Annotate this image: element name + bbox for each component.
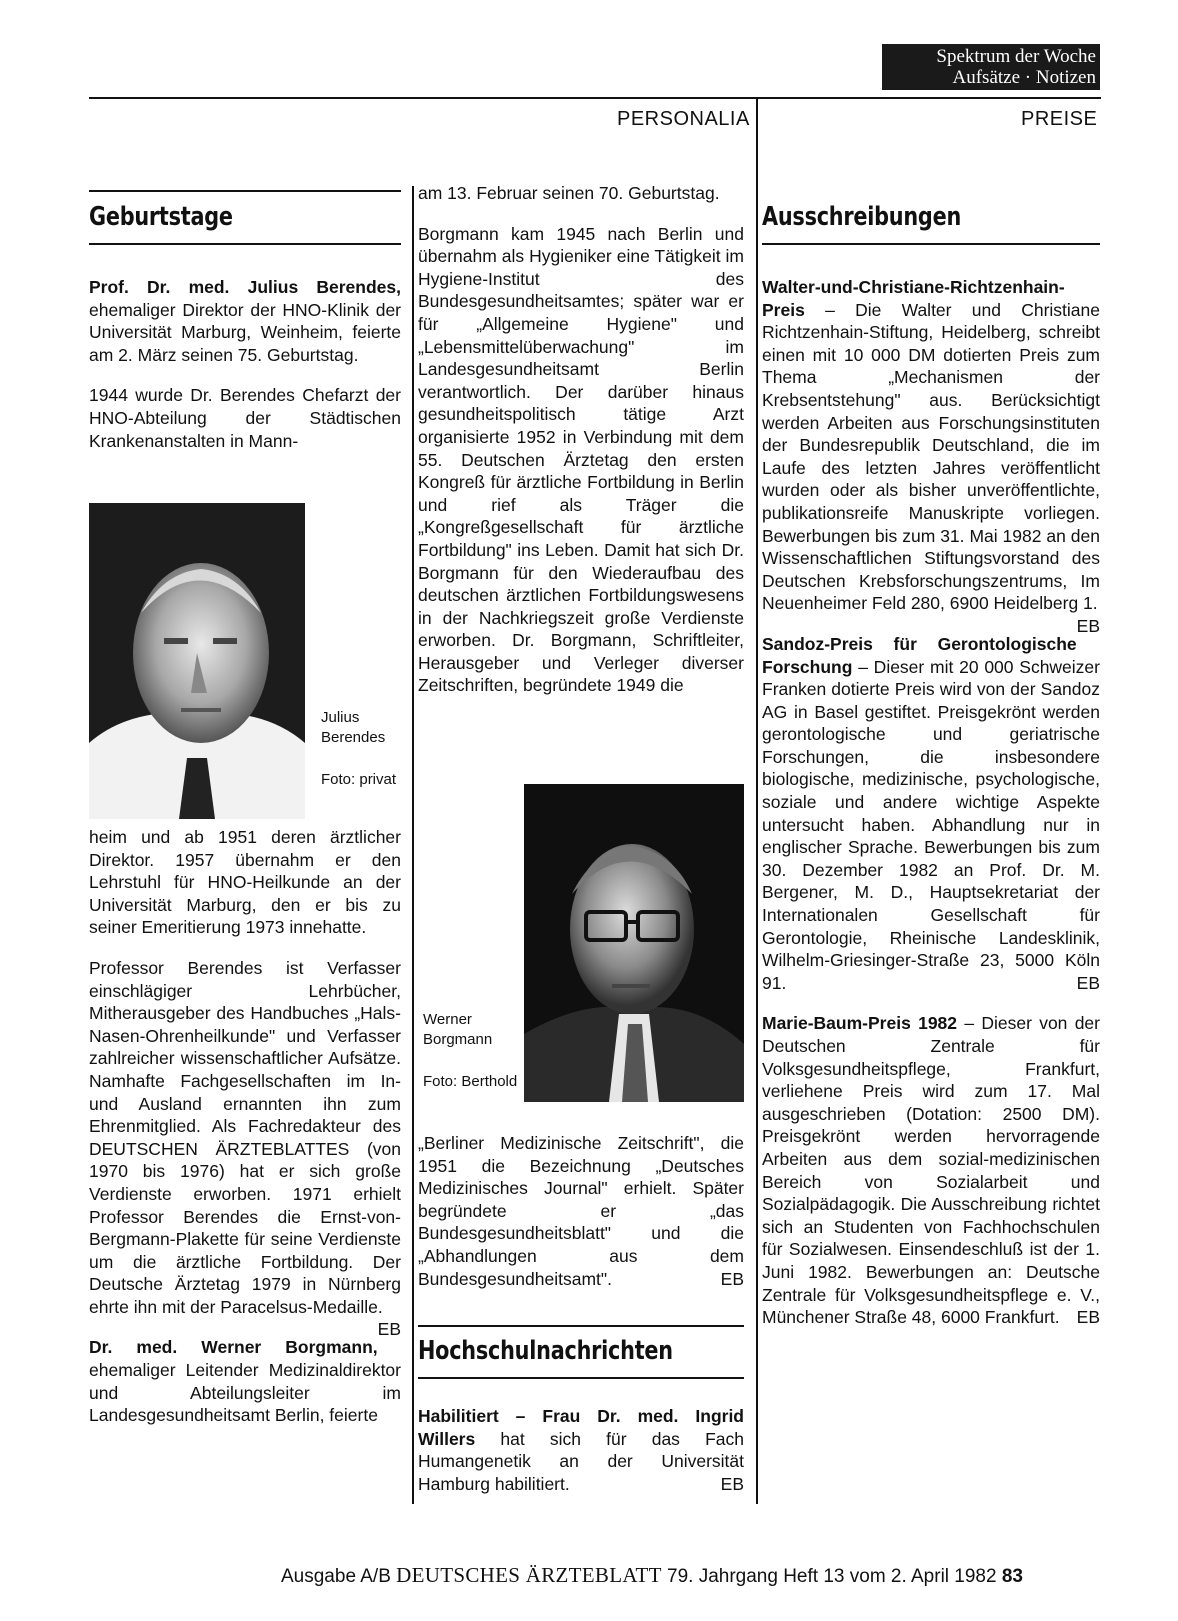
page-footer: [281, 1563, 1023, 1588]
award-title: Walter-und-Christiane-Richtzenhain-Preis: [762, 277, 1065, 320]
section-label-personalia: PERSONALIA: [617, 108, 750, 130]
paragraph-berendes-works: Professor Berendes ist Verfasser einschlägiger Lehrbücher, Mitherausgeber des Handbuches „Hals-Nasen-Ohrenheilkunde" und Verfasser zahlreicher wissenschaftlicher Aufsätze. Namhafte Fachgesellschaften im In- und Ausland ernannten ihn zum Ehrenmitglied. Als Fachredakteur des DEUTSCHEN ÄRZTEBLATTES (von 1970 bis 1976) hat er sich große Verdienste erworben. 1971 erhielt Professor Berendes die Ernst-von-Bergmann-Plakette für seine Verdienste um die ärztliche Fortbildung. Der Deutsche Ärztetag 1979 in Nürnberg ehrte ihn mit der Paracelsus-Medaille. EB: [89, 957, 401, 1340]
column-divider-1: [412, 186, 414, 1504]
heading-rule-bottom: [89, 243, 401, 245]
caption-credit: Foto: Berthold: [423, 1073, 518, 1090]
person-name-borgmann: Dr. med. Werner Borgmann,: [89, 1337, 378, 1358]
caption-berendes: [321, 708, 401, 790]
footer-issue: 79. Jahrgang Heft 13 vom 2. April 1982: [667, 1566, 997, 1587]
signature-eb: EB: [1076, 972, 1100, 993]
paragraph-borgmann-journals: „Berliner Medizinische Zeitschrift", die 1951 die Bezeichnung „Deutsches Medizinisches Journal" erhielt. Später begründete er „das Bundesgesundheitsblatt" und die „Abhandlungen aus dem Bundesgesundheitsamt". EB: [418, 1133, 744, 1289]
paragraph-berendes-intro: Prof. Dr. med. Julius Berendes, ehemaliger Direktor der HNO-Klinik der Universität Marburg, Weinheim, feierte am 2. März seinen 75. Geburtstag.: [89, 277, 401, 365]
column-divider-2: [756, 97, 758, 1504]
footer-edition: Ausgabe A/B: [281, 1566, 391, 1587]
award-title: Marie-Baum-Preis 1982: [762, 1013, 958, 1034]
column-3-text: [762, 276, 1100, 1329]
section-label-preise: PREISE: [1021, 108, 1098, 130]
caption-credit: Foto: privat: [321, 771, 397, 788]
person-name-berendes: Prof. Dr. med. Julius Berendes,: [89, 277, 401, 297]
column-1-bottom-text: [89, 826, 401, 1427]
paragraph-berendes-career: 1944 wurde Dr. Berendes Chefarzt der HNO-Abteilung der Städtischen Krankenanstalten in Mann-: [89, 385, 401, 451]
heading-rule-top: [418, 1325, 744, 1327]
paragraph-borgmann-birthday: am 13. Februar seinen 70. Geburtstag.: [418, 183, 720, 203]
signature-eb: EB: [720, 1473, 744, 1494]
portrait-image: [89, 503, 305, 819]
column-2-middle-text: [418, 1132, 744, 1290]
badge-line-1: Spektrum der Woche: [936, 46, 1096, 67]
signature-eb: EB: [1076, 1307, 1100, 1328]
heading-rule-bottom: [762, 243, 1100, 245]
paragraph-berendes-mannheim: heim und ab 1951 deren ärztlicher Direktor. 1957 übernahm er den Lehrstuhl für HNO-Heilkunde an der Universität Marburg, den er bis zu seiner Emeritierung 1973 innehatte.: [89, 827, 401, 938]
footer-journal: DEUTSCHES ÄRZTEBLATT: [396, 1563, 662, 1587]
paragraph-borgmann-intro: Dr. med. Werner Borgmann, ehemaliger Leitender Medizinaldirektor und Abteilungsleiter im Landesgesundheitsamt Berlin, feierte: [89, 1337, 401, 1426]
column-1-top-text: [89, 276, 401, 452]
heading-ausschreibungen: Ausschreibungen: [762, 202, 962, 232]
heading-geburtstage: Geburtstage: [89, 202, 233, 232]
paragraph-borgmann-career: Borgmann kam 1945 nach Berlin und übernahm als Hygieniker eine Tätigkeit im Hygiene-Institut des Bundesgesundheitsamtes; später war er für „Allgemeine Hygiene" und „Lebensmittelüberwachung" im Landesgesundheitsamt Berlin verantwortlich. Der darüber hinaus gesundheitspolitisch tätige Arzt organisierte 1952 in Verbindung mit dem 55. Deutschen Ärztetag den ersten Kongreß für ärztliche Fortbildung in Berlin und rief als Träger die „Kongreßgesellschaft für ärztliche Fortbildung" ins Leben. Damit hat sich Dr. Borgmann für den Wiederaufbau des deutschen ärztlichen Fortbildungswesens in der Nachkriegszeit große Verdienste erworben. Dr. Borgmann, Schriftleiter, Herausgeber und Verleger diverser Zeitschriften, begründete 1949 die: [418, 223, 744, 696]
portrait-image: [524, 784, 744, 1102]
heading-rule-bottom: [418, 1377, 744, 1379]
badge-line-2: Aufsätze · Notizen: [952, 67, 1096, 88]
heading-hochschulnachrichten: Hochschulnachrichten: [418, 1336, 673, 1366]
section-badge: [882, 44, 1100, 90]
signature-eb: EB: [377, 1319, 401, 1340]
award-sandoz: Sandoz-Preis für Gerontologische Forschung – Dieser mit 20 000 Schweizer Franken dotierte Preis wird von der Sandoz AG in Basel gestiftet. Preisgekrönt werden gerontologische und geriatrische Forschungen, die insbesondere biologische, medizinische, psychologische, soziale und andere wichtige Aspekte untersucht haben. Abhandlung nur in englischer Sprache. Bewerbungen bis zum 30. Dezember 1982 an Prof. Dr. M. Bergener, M. D., Hauptsekretariat der Internationalen Gesellschaft für Gerontologie, Rheinische Landesklinik, Wilhelm-Griesinger-Straße 23, 5000 Köln 91. EB: [762, 633, 1100, 993]
caption-borgmann: [423, 1010, 518, 1092]
photo-julius-berendes: [89, 503, 305, 819]
heading-rule-top: [89, 190, 401, 192]
award-richtzenhain: Walter-und-Christiane-Richtzenhain-Preis – Die Walter und Christiane Richtzenhain-Stiftung, Heidelberg, schreibt einen mit 10 000 DM dotierten Preis zum Thema „Mechanismen der Krebsentstehung" aus. Berücksichtigt werden Arbeiten aus Forschungsinstituten der Bundesrepublik Deutschland, die im Laufe des letzten Jahres veröffentlicht wurden oder als bisher unveröffentlichte, publikationsreife Manuskripte vorliegen. Bewerbungen bis zum 31. Mai 1982 an den Wissenschaftlichen Stiftungsvorstand des Deutschen Krebsforschungszentrums, Im Neuenheimer Feld 280, 6900 Heidelberg 1. EB: [762, 277, 1100, 636]
page-number: 83: [1001, 1566, 1023, 1587]
caption-name: Werner Borgmann: [423, 1011, 493, 1048]
award-marie-baum: Marie-Baum-Preis 1982 – Dieser von der Deutschen Zentrale für Volksgesundheitspflege, Frankfurt, verliehene Preis wird zum 17. Mal ausgeschrieben (Dotation: 2500 DM). Preisgekrönt werden hervorragende Arbeiten aus dem sozial-medizinischen Bereich von Sozialarbeit und Sozialpädagogik. Die Ausschreibung richtet sich an Studenten von Fachhochschulen für Sozialwesen. Einsendeschluß ist der 1. Juni 1982. Bewerbungen an: Deutsche Zentrale für Volksgesundheitspflege e. V., Münchener Straße 48, 6000 Frankfurt. EB: [762, 1013, 1100, 1328]
signature-eb: EB: [720, 1268, 744, 1289]
caption-name: Julius Berendes: [321, 709, 386, 746]
signature-eb: EB: [1076, 615, 1100, 636]
habilitation-lead: Habilitiert – Frau Dr. med. Ingrid Willers: [418, 1406, 744, 1449]
column-2-bottom-text: [418, 1405, 744, 1495]
photo-werner-borgmann: [524, 784, 744, 1102]
award-title: Sandoz-Preis für Gerontologische Forschung: [762, 633, 1077, 677]
header-rule: [89, 97, 1101, 99]
paragraph-habilitation: Habilitiert – Frau Dr. med. Ingrid Willers hat sich für das Fach Humangenetik an der Universität Hamburg habilitiert. EB: [418, 1406, 744, 1494]
column-2-top-text: [418, 182, 744, 697]
